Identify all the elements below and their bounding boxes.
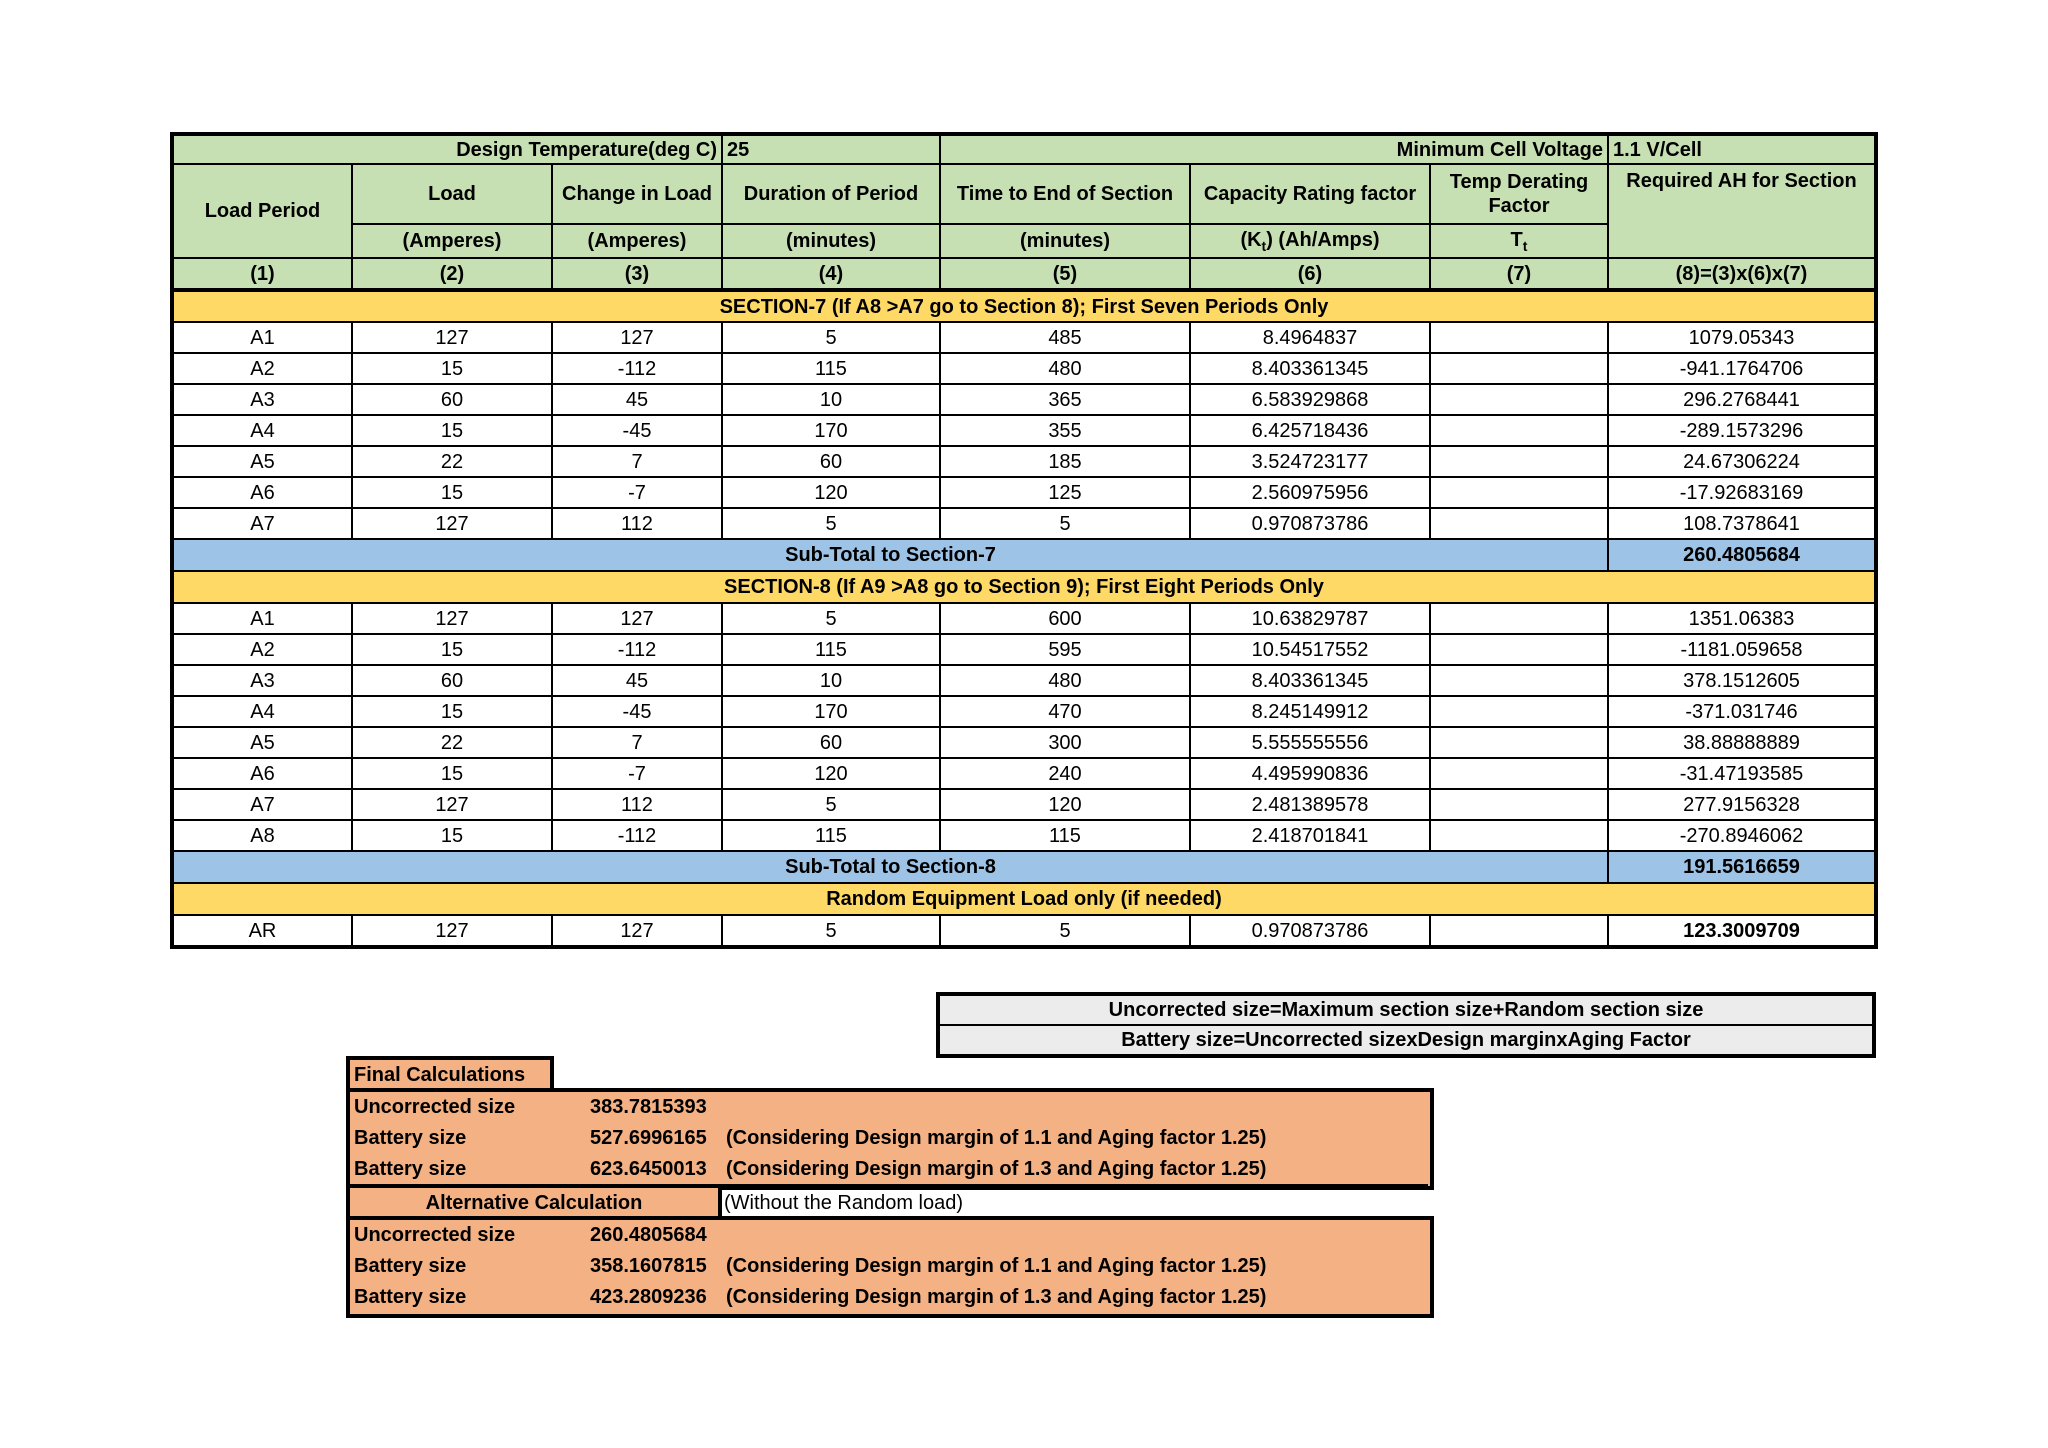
table-cell: 10 [722, 384, 940, 415]
table-cell: -45 [552, 415, 722, 446]
table-cell: 185 [940, 446, 1190, 477]
table-cell: 5 [940, 508, 1190, 539]
col-load-unit: (Amperes) [352, 224, 552, 258]
table-cell: A2 [172, 634, 352, 665]
final-line-1-label: Uncorrected size [354, 1096, 516, 1118]
table-cell: 5 [722, 603, 940, 634]
table-cell: 15 [352, 415, 552, 446]
table-cell: -17.92683169 [1608, 477, 1876, 508]
table-cell: -7 [552, 477, 722, 508]
alt-line-2-note: (Considering Design margin of 1.1 and Aging factor 1.25) [726, 1255, 1267, 1277]
table-cell: 355 [940, 415, 1190, 446]
section8-subtotal-value: 191.5616659 [1608, 851, 1876, 883]
table-cell: -7 [552, 758, 722, 789]
table-cell: 45 [552, 665, 722, 696]
table-cell: A5 [172, 727, 352, 758]
table-cell: 480 [940, 353, 1190, 384]
table-cell: 115 [722, 634, 940, 665]
table-cell: 15 [352, 758, 552, 789]
table-cell: 22 [352, 446, 552, 477]
table-cell: 485 [940, 322, 1190, 353]
alt-line-3-label: Battery size [354, 1286, 467, 1308]
table-cell: 0.970873786 [1190, 508, 1430, 539]
table-cell: 22 [352, 727, 552, 758]
table-cell: -45 [552, 696, 722, 727]
note-battery-formula: Battery size=Uncorrected sizexDesign marginxAging Factor [938, 1025, 1874, 1056]
col-num-1: (1) [172, 258, 352, 290]
table-cell [1430, 696, 1608, 727]
section8-subtotal-label: Sub-Total to Section-8 [172, 851, 1608, 883]
table-cell: A5 [172, 446, 352, 477]
table-cell: 5 [940, 915, 1190, 947]
col-load-header: Load [352, 164, 552, 224]
table-row [172, 384, 1876, 415]
table-cell: 60 [352, 384, 552, 415]
table-cell [1430, 665, 1608, 696]
table-row [172, 758, 1876, 789]
table-cell: A3 [172, 665, 352, 696]
final-calculations-box [346, 1088, 1434, 1190]
table-cell [1430, 727, 1608, 758]
table-cell: A1 [172, 322, 352, 353]
table-row [172, 353, 1876, 384]
table-cell: 10.54517552 [1190, 634, 1430, 665]
table-cell [1430, 634, 1608, 665]
col-change-load-unit: (Amperes) [552, 224, 722, 258]
table-cell: 125 [940, 477, 1190, 508]
table-cell: 296.2768441 [1608, 384, 1876, 415]
note-uncorrected-formula: Uncorrected size=Maximum section size+Random section size [938, 994, 1874, 1025]
col-duration-unit: (minutes) [722, 224, 940, 258]
final-calculations-title: Final Calculations [354, 1064, 526, 1086]
col-capacity-factor-unit: $(K_t)$ (Ah/Amps) [1190, 224, 1430, 258]
table-cell: 15 [352, 696, 552, 727]
alternative-calculation-title: Alternative Calculation [425, 1192, 643, 1214]
table-cell: 600 [940, 603, 1190, 634]
table-cell: 15 [352, 477, 552, 508]
table-row [172, 415, 1876, 446]
table-cell: A8 [172, 820, 352, 851]
table-cell: 5 [722, 322, 940, 353]
table-row [172, 603, 1876, 634]
table-cell: -31.47193585 [1608, 758, 1876, 789]
col-temp-derating-unit: $T_t$ [1430, 224, 1608, 258]
table-cell: 15 [352, 353, 552, 384]
col-num-2: (2) [352, 258, 552, 290]
table-cell: A7 [172, 789, 352, 820]
table-cell: 1079.05343 [1608, 322, 1876, 353]
table-cell [1430, 384, 1608, 415]
final-line-2-label: Battery size [354, 1127, 467, 1149]
table-cell [1430, 322, 1608, 353]
table-cell [1430, 758, 1608, 789]
table-cell: A4 [172, 696, 352, 727]
table-cell: 127 [352, 915, 552, 947]
table-cell: 108.7378641 [1608, 508, 1876, 539]
table-cell [1430, 789, 1608, 820]
table-cell: 5 [722, 508, 940, 539]
col-time-end-header: Time to End of Section [940, 164, 1190, 224]
random-required-ah: 123.3009709 [1608, 915, 1876, 947]
table-cell: 60 [722, 446, 940, 477]
table-cell: 10.63829787 [1190, 603, 1430, 634]
table-cell: 115 [722, 353, 940, 384]
final-line-3-note: (Considering Design margin of 1.3 and Aging factor 1.25) [726, 1158, 1267, 1180]
table-cell: 120 [722, 758, 940, 789]
table-row [172, 446, 1876, 477]
final-line-3-label: Battery size [354, 1158, 467, 1180]
table-cell: 6.583929868 [1190, 384, 1430, 415]
table-cell: 115 [940, 820, 1190, 851]
table-cell [1430, 915, 1608, 947]
alt-line-3-note: (Considering Design margin of 1.3 and Aging factor 1.25) [726, 1286, 1267, 1308]
table-cell: 15 [352, 820, 552, 851]
section7-subtotal-value: 260.4805684 [1608, 539, 1876, 571]
table-row [172, 508, 1876, 539]
table-row [172, 634, 1876, 665]
table-cell: 127 [352, 789, 552, 820]
col-required-ah-header: Required AH for Section [1608, 164, 1876, 258]
table-cell: 277.9156328 [1608, 789, 1876, 820]
table-cell: 1351.06383 [1608, 603, 1876, 634]
table-cell: 8.403361345 [1190, 665, 1430, 696]
table-cell: -112 [552, 353, 722, 384]
table-row [172, 696, 1876, 727]
table-cell: 120 [940, 789, 1190, 820]
final-line-3-value: 623.6450013 [590, 1158, 707, 1180]
table-cell [1430, 820, 1608, 851]
section7-rows [172, 322, 1876, 539]
table-cell: A6 [172, 477, 352, 508]
alt-line-1-value: 260.4805684 [590, 1224, 707, 1246]
table-cell [1430, 477, 1608, 508]
table-cell: 112 [552, 508, 722, 539]
table-cell: 45 [552, 384, 722, 415]
table-cell: 8.245149912 [1190, 696, 1430, 727]
col-load-period-header: Load Period [172, 164, 352, 258]
alternative-note: (Without the Random load) [724, 1192, 964, 1214]
table-cell: 470 [940, 696, 1190, 727]
col-num-4: (4) [722, 258, 940, 290]
col-capacity-factor-header: Capacity Rating factor [1190, 164, 1430, 224]
table-cell: 8.403361345 [1190, 353, 1430, 384]
table-cell: -941.1764706 [1608, 353, 1876, 384]
table-cell: 2.560975956 [1190, 477, 1430, 508]
table-cell: 378.1512605 [1608, 665, 1876, 696]
table-cell: 7 [552, 446, 722, 477]
table-cell: 127 [552, 915, 722, 947]
design-temp-label: Design Temperature(deg C) [172, 134, 722, 164]
section8-title: SECTION-8 (If A9 >A8 go to Section 9); First Eight Periods Only [172, 571, 1876, 603]
alt-line-3-value: 423.2809236 [590, 1286, 707, 1308]
table-cell: A7 [172, 508, 352, 539]
table-cell: 240 [940, 758, 1190, 789]
table-cell: A1 [172, 603, 352, 634]
table-cell [1430, 353, 1608, 384]
random-section-title: Random Equipment Load only (if needed) [172, 883, 1876, 915]
table-cell: -289.1573296 [1608, 415, 1876, 446]
battery-sizing-table [170, 132, 1878, 949]
table-cell: 127 [552, 322, 722, 353]
table-cell: -112 [552, 634, 722, 665]
table-cell: 24.67306224 [1608, 446, 1876, 477]
table-cell: 38.88888889 [1608, 727, 1876, 758]
table-cell: 6.425718436 [1190, 415, 1430, 446]
table-cell: 115 [722, 820, 940, 851]
alternative-calculation-box [346, 1216, 1434, 1318]
section7-subtotal-label: Sub-Total to Section-7 [172, 539, 1608, 571]
col-num-6: (6) [1190, 258, 1430, 290]
table-cell [1430, 446, 1608, 477]
table-cell: 127 [352, 603, 552, 634]
design-temp-value: 25 [722, 134, 940, 164]
table-cell: 60 [352, 665, 552, 696]
table-cell: 2.481389578 [1190, 789, 1430, 820]
table-row [172, 322, 1876, 353]
table-row [172, 477, 1876, 508]
table-cell: 0.970873786 [1190, 915, 1430, 947]
table-cell: 480 [940, 665, 1190, 696]
table-row [172, 820, 1876, 851]
table-cell: 300 [940, 727, 1190, 758]
table-cell: 120 [722, 477, 940, 508]
table-cell [1430, 603, 1608, 634]
table-cell: 127 [352, 322, 552, 353]
table-cell: 5 [722, 789, 940, 820]
table-cell: AR [172, 915, 352, 947]
table-cell: 8.4964837 [1190, 322, 1430, 353]
table-cell: 4.495990836 [1190, 758, 1430, 789]
col-num-7: (7) [1430, 258, 1608, 290]
table-cell: 127 [552, 603, 722, 634]
col-temp-derating-header: Temp Derating Factor [1430, 164, 1608, 224]
table-cell: 5 [722, 915, 940, 947]
table-cell: 127 [352, 508, 552, 539]
table-cell: 2.418701841 [1190, 820, 1430, 851]
table-row [172, 789, 1876, 820]
table-cell: -112 [552, 820, 722, 851]
section8-rows [172, 603, 1876, 851]
table-cell: 170 [722, 415, 940, 446]
random-row [172, 915, 1876, 947]
alt-line-2-label: Battery size [354, 1255, 467, 1277]
table-cell: 112 [552, 789, 722, 820]
table-cell: -371.031746 [1608, 696, 1876, 727]
table-cell: A4 [172, 415, 352, 446]
table-cell: A3 [172, 384, 352, 415]
col-num-5: (5) [940, 258, 1190, 290]
col-change-load-header: Change in Load [552, 164, 722, 224]
table-cell: 3.524723177 [1190, 446, 1430, 477]
table-cell: 7 [552, 727, 722, 758]
final-line-2-note: (Considering Design margin of 1.1 and Aging factor 1.25) [726, 1127, 1267, 1149]
table-cell: 5.555555556 [1190, 727, 1430, 758]
table-cell: -270.8946062 [1608, 820, 1876, 851]
final-line-1-value: 383.7815393 [590, 1096, 707, 1118]
table-cell: 15 [352, 634, 552, 665]
table-cell [1430, 415, 1608, 446]
alt-line-1-label: Uncorrected size [354, 1224, 516, 1246]
table-row [172, 665, 1876, 696]
final-line-2-value: 527.6996165 [590, 1127, 707, 1149]
col-num-8: (8)=(3)x(6)x(7) [1608, 258, 1876, 290]
table-cell [1430, 508, 1608, 539]
min-cell-voltage-label: Minimum Cell Voltage [940, 134, 1608, 164]
table-cell: -1181.059658 [1608, 634, 1876, 665]
min-cell-voltage-value: 1.1 V/Cell [1608, 134, 1876, 164]
section7-title: SECTION-7 (If A8 >A7 go to Section 8); First Seven Periods Only [172, 290, 1876, 322]
table-cell: A6 [172, 758, 352, 789]
table-cell: 60 [722, 727, 940, 758]
table-cell: 365 [940, 384, 1190, 415]
col-duration-header: Duration of Period [722, 164, 940, 224]
table-cell: 10 [722, 665, 940, 696]
col-time-end-unit: (minutes) [940, 224, 1190, 258]
table-cell: A2 [172, 353, 352, 384]
alt-line-2-value: 358.1607815 [590, 1255, 707, 1277]
table-row [172, 727, 1876, 758]
table-cell: 595 [940, 634, 1190, 665]
table-cell: 170 [722, 696, 940, 727]
col-num-3: (3) [552, 258, 722, 290]
formula-notes [936, 992, 1876, 1058]
